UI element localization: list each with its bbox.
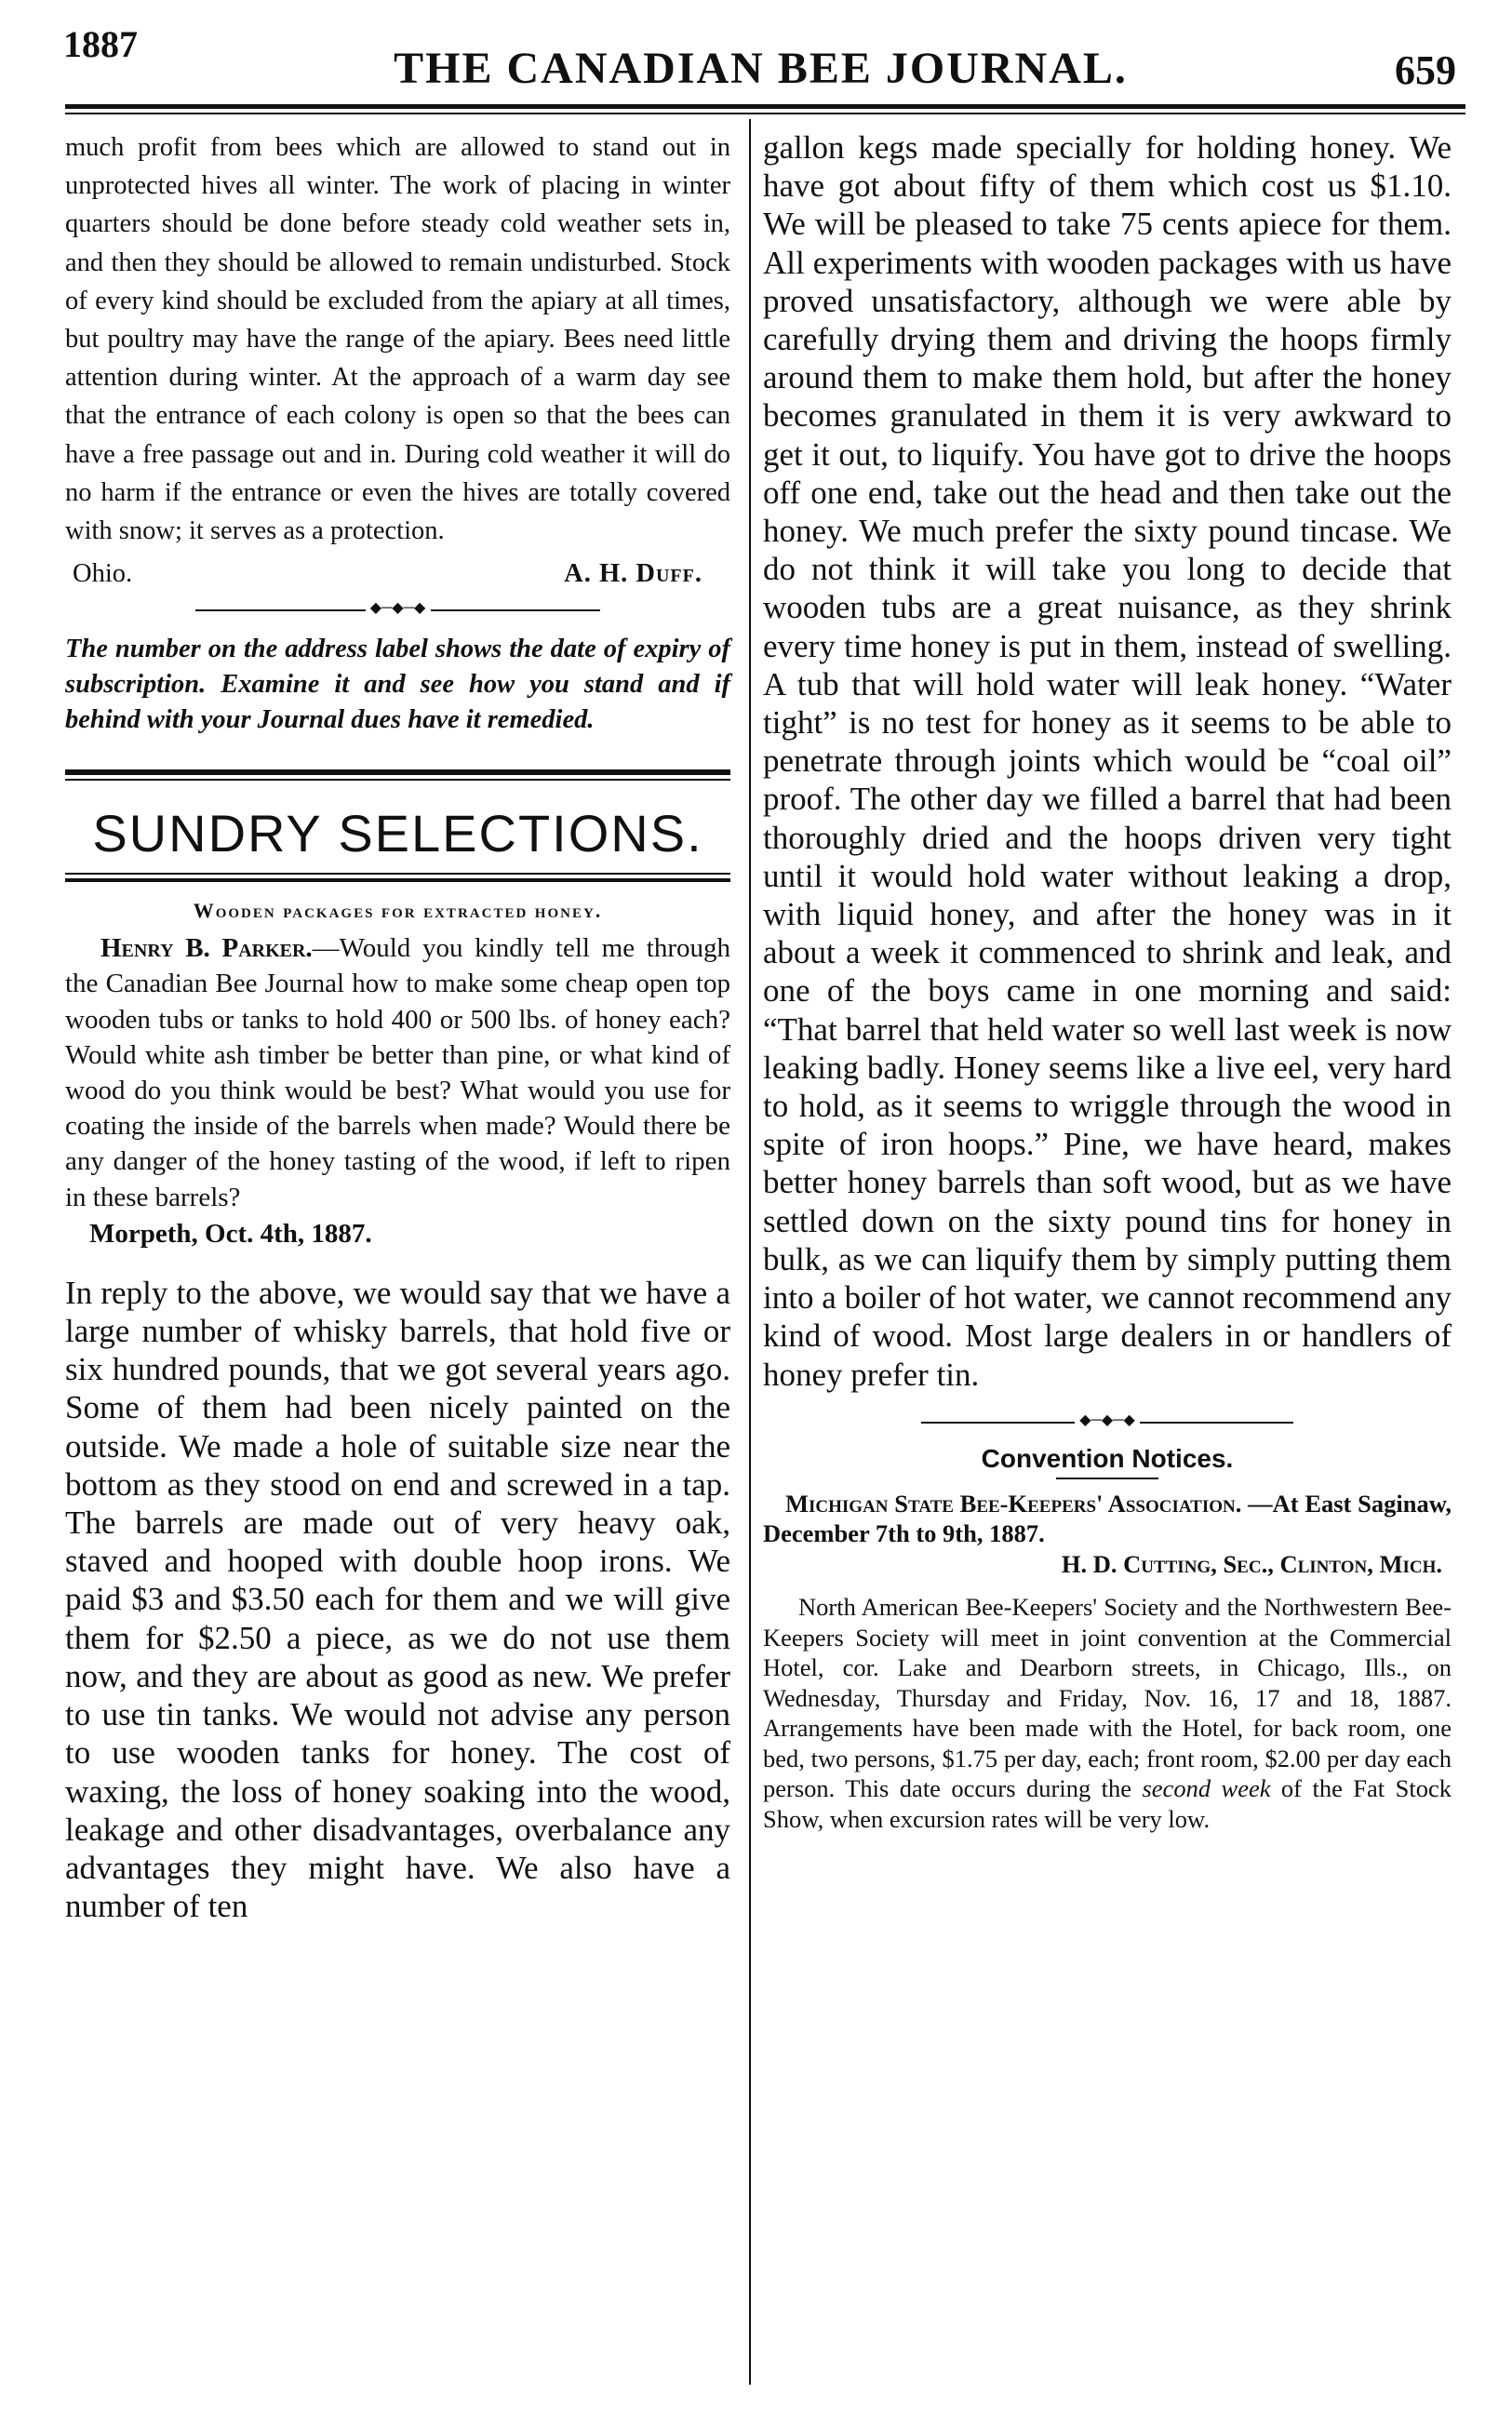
michigan-details: —At East Saginaw, December 7th to 9th, 1887. xyxy=(763,1489,1452,1548)
letter-dateline: Morpeth, Oct. 4th, 1887. xyxy=(89,1218,372,1249)
article-signature xyxy=(65,559,730,589)
na-text-a: North American Bee-Keepers' Society and the Northwestern Bee-Keepers Society will meet in joint convention at the Commercial Hotel, cor. Lake and Dearborn streets, in Chicago, Ills., on Wednesday, Thursday and Friday, Nov. 16, 17 and 18, 1887. Arrangements have been made with the Hotel, for back room, one bed, two persons, $1.75 per day, each; front room, $2.00 per day each person. This date occurs during the xyxy=(763,1593,1452,1803)
letter xyxy=(65,930,730,1215)
ornament-divider-right: ◆─◆─◆ xyxy=(763,1418,1452,1427)
north-american-notice xyxy=(763,1592,1452,1834)
article-continuation: much profit from bees which are allowed to stand out in unprotected hives all winter. The work of placing in winter quarters should be done before steady cold weather sets in, and then they should be allowed to remain undisturbed. Stock of every kind should be excluded from the apiary at all times, but poultry may have the range of the apiary. Bees need little attention during winter. At the approach of a warm day see that the entrance of each colony is open so that the bees can have a free passage out and in. During cold weather it will do no harm if the entrance or even the hives are totally covered with snow; it serves as a protection. xyxy=(65,133,730,546)
na-text-b: of the Fat Stock Show, when excursion rates will be very low. xyxy=(763,1774,1452,1833)
michigan-association: Michigan State Bee-Keepers' Association. xyxy=(785,1489,1242,1518)
signature-author: A. H. Duff. xyxy=(564,559,702,589)
page-number: 659 xyxy=(1395,47,1456,93)
section-rule xyxy=(65,769,730,775)
michigan-secretary: H. D. Cutting, Sec., Clinton, Mich. xyxy=(1061,1549,1442,1578)
signature-location: Ohio. xyxy=(73,559,133,589)
reply-text: In reply to the above, we would say that we have a large number of whisky barrels, that hold five or six hundred pounds, that we got several years ago. Some of them had been nicely painted on the outside. We made a hole of suitable size near the bottom as they stood on end and screwed in a tap. The barrels are made out of very heavy oak, staved and hooped with double hoop irons. We paid $3 and $3.50 each for them and we will give them for $2.50 a piece, as we do not use them now, and they are about as good as new. We prefer to use tin tanks. We would not advise any person to use wooden tanks for honey. The cost of waxing, the loss of honey soaking into the wood, leakage and other disadvantages, overbalance any advantages they might have. We also have a number of ten xyxy=(65,1274,730,1925)
section-title: SUNDRY SELECTIONS. xyxy=(92,804,703,863)
header-rule xyxy=(65,104,1465,109)
ornament-divider: ◆─◆─◆ xyxy=(65,606,730,615)
convention-heading: Convention Notices. xyxy=(981,1443,1234,1473)
subheading: Wooden packages for extracted honey. xyxy=(193,899,603,923)
title-rule xyxy=(65,873,730,875)
convention-rule xyxy=(1056,1478,1158,1479)
letter-author: Henry B. Parker. xyxy=(100,933,313,964)
reply-continuation: gallon kegs made specially for holding honey. We have got about fifty of them which cost us $1.10. We will be pleased to take 75 cents apiece for them. All experiments with wooden packages with us have proved unsatisfactory, although we were able by carefully drying them and driving the hoops firmly around them to make them hold, but after the honey becomes granulated in them it is very awkward to get it out, to liquify. You have got to drive the hoops off one end, take out the head and then take out the honey. We much prefer the sixty pound tincase. We do not think it will take you long to decide that wooden tubs are a great nuisance, as they shrink every time honey is put in them, instead of swelling. A tub that will hold water will leak honey. “Water tight” is no test for honey as it seems to be able to penetrate through joints which would be “coal oil” proof. The other day we filled a barrel that had been thoroughly dried and the hoops driven very tight until it would hold water without leaking a drop, with liquid honey, and after the honey was in it about a week it commenced to shrink and leak, and one of the boys came in one morning and said: “That barrel that held water so well last week is now leaking badly. Honey seems like a live eel, very hard to hold, as it seems to wriggle through the wood in spite of iron hoops.” Pine, we have heard, makes better honey barrels than soft wood, but as we have settled down on the sixty pound tins for honey in bulk, as we can liquify them by simply putting them into a boiler of hot water, we cannot recommend any kind of wood. Most large dealers in or handlers of honey prefer tin. xyxy=(763,129,1452,1393)
column-divider xyxy=(749,119,751,2385)
header-rule-thin xyxy=(65,113,1465,114)
na-emphasis: second week xyxy=(1142,1774,1271,1803)
left-column xyxy=(65,128,730,1925)
subscription-notice: The number on the address label shows the date of expiry of subscription. Examine it and see how you stand and if behind with your Journal dues have it remedied. xyxy=(65,635,730,735)
section-rule-thin xyxy=(65,779,730,781)
letter-body: —Would you kindly tell me through the Canadian Bee Journal how to make some cheap open top wooden tubs or tanks to hold 400 or 500 lbs. of honey each? Would white ash timber be better than pine, or what kind of wood do you think would be best? What would you use for coating the inside of the barrels when made? Would there be any danger of the honey tasting of the wood, if left to ripen in these barrels? xyxy=(65,933,730,1212)
page-header xyxy=(47,19,1475,93)
right-column xyxy=(763,128,1452,1834)
title-rule-thick xyxy=(65,878,730,882)
header-year: 1887 xyxy=(63,23,138,65)
journal-title: THE CANADIAN BEE JOURNAL. xyxy=(394,44,1128,93)
michigan-notice xyxy=(763,1489,1452,1580)
